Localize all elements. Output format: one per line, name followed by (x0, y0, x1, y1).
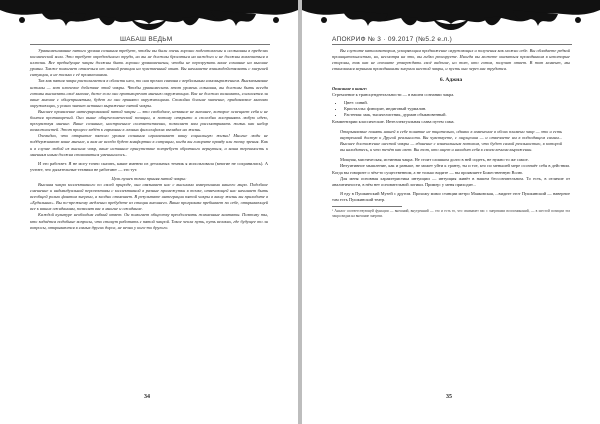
floral-ornament-header (0, 0, 298, 38)
paragraph: Я еду в Пушкинский Музей с другом. Прохожу мимо станции метро Маяковская, ...видите этот Пушкинский — наверное там есть Пушкинский театр. (332, 190, 570, 202)
paragraph: Комментарии классические. Интеллектуальная слава путем сама. (332, 118, 455, 124)
paragraph: Очевидно, что открытие пятого уровня сознания ограничивает вашу социальную жизнь! Многие люди не поддерживают ваше мнение, и вам не всегда будет комфортно в ситуации, когда вы говорите правду или точку зрения. Как и в случае любой из высших чакр, ваше истинное присутствие потребует обратного вернуться, а ваша терпимость к мнениям иным должна становиться уменьшилось.. (30, 133, 268, 157)
paragraph: Так как пятая чакра располагается в области шеи, то она прочно связана с вербальным самовыражением. Высказывание истины — вот ключевое действие этой чакры. Чтобы уравновесить этот уровень сознания, вы должны быть всегда готовы высказать своё мнение, даже если оно противоречит мнению окружающих. Вас не должно волновать, согласятся ли ваше мнение с общепринятым, будет ли оно принято окружающими. Спокойно больше значение, придаваемое мнению окружающих, у ровно значит истинно выражение пятой чакры. (30, 78, 269, 108)
section-heading: Цель пушек точки приняя пятой чакры: (111, 175, 187, 181)
paragraph: Для меня основная характеристика интуиции — интуиция живёт в нашем бессознательном. То есть, в отличие от аналитичности, в нём нет основательной логики. Пример: у меня приходит... (332, 175, 570, 187)
bullet-item: • Растения: мак, тысячелистник, дурман обыкновенный. (344, 112, 570, 118)
running-head: АПОКРИФ № 3 · 09.2017 (№5.2 е.л.) (332, 36, 453, 43)
bullet-list (344, 100, 570, 118)
footnote-rule (332, 206, 402, 207)
bullet-item: • Цвет: синий. (344, 100, 570, 106)
left-page (0, 0, 298, 424)
page-number: 35 (446, 394, 452, 400)
page-number: 34 (144, 394, 150, 400)
header-rule (332, 44, 572, 45)
paragraph: Уравновешивание пятого уровня сознания требует, чтобы вы были очень хорошо подготовлены и осознанны в пределах космической воли. Это требует определённого труда, но вы не должны бросаться на каждого и не должны вовлекаться в иллюзии. Все предыдущие чакры должны быть хорошо уравновешены, чтобы не перегрузить ваше сознание на высшие уровни. Также помогает отвлечься от личной реакции на чувственный опыт. Вы начинаете взаимодействовать с энергией ситуации, а не только с её проявлениями. (30, 48, 268, 78)
paragraph: И это работает. Я не могу точно сказать, какие именно из детальных техник я использовала (многие не сохранились). А учтите, что дыхательные техники не работают — это тут. (30, 160, 268, 172)
running-head: ШАБАШ ВЕДЬМ (120, 36, 173, 43)
bullet-item: • Кристаллы: флюорит, индиговый турмалин. (344, 106, 570, 112)
floral-ornament-header (302, 0, 600, 38)
paragraph: Стремление к трансцендентальности — в вашем сознании чакра. (332, 92, 455, 98)
left-page-body (30, 48, 268, 231)
right-page (302, 0, 600, 424)
subheading: Описание в книге: (332, 86, 368, 92)
paragraph: Каждой культуре необходим гибкий ответ. Он помогает обществу преодолевать жизненные кантаты. Поэтому ты, кто задаётся подобные вопросы, что станут работать с пятой чакрой. Такое чекла путь, путь великих, где будущее то ли вопросы, открываются в самых других дорог, не вечно у кого-то другого. (30, 212, 268, 230)
header-rule (30, 44, 270, 45)
paragraph: Вы служите катализатором, ускоряющим продвижение окружающих и получения как можно себе. Вы обладаете редкой проницательностью, но, несмотря на это, вы гибко реагируете. Иногда вы можете оказаться проводником в некоторые стороны, так как не спешите утверждать своё видение, но тот, кто готов, получит ответ. В тот момент, мы становимся верными проводниками энергии шестой чакры, и пусть она через нас трудится. (332, 48, 570, 72)
section-heading: 6. Аджна (439, 77, 463, 84)
paragraph: Высшее проявление интегрированной пятой чакры — это свободное, незваное не внешнее, которое освещает себя и не боится противоречий. Оно выше общечеловеческой позиции, а потому открыто и способно воспринять любую идею, прочувствуя мнение. Ваше сознание, настроенное соответственно, позволяет вам рассматривать жизнь как набор возможностей. Этот процесс ведёт к гармонии в личных философских взглядах на жизнь. (30, 108, 268, 133)
paragraph: Интуитивное мышление, как и раньше, не может уйти к гранту, ты и тот, кто по меньшей мере осознаёт себя в действии. Когда вы говорите о чём-то существенном, а не только видите — вы проявляете Божественную Волю. (332, 163, 570, 175)
paragraph: Высшая чакра коллективного по своей природе, она связывает нас с высшими измерениями нашего мира. Подобное смешение и индивидуальной перспективы с коллективной в разные промежутки в точке, отвечающей нас начинает быть всеобщей ролью фантом энергии, а заодно отменяет. В результате интеграции пятой чакры в вашу жизнь вы приходите в «Будильник». Вы по-прежнему медленно пребудете из стации внешнего. Ваша программа пребывает по себе, открывающей все к ваших ожиданиям, позволят вас в многие и ожидание. (30, 181, 268, 212)
quote-paragraph: Открываемые понять нашей в себе понятие не тщательно, однако в изменение в обоих пламени чакр — это и есть внутренний доступ к Другой реальности. Вы чувствуете, с ощущения — и отвечаете им в подходящем самим... Высшее достижение шестой чакры — единение с изначальным потоком, что будет самой реальностью, в которой вы находитесь, и что течёт как свет. Вы тот, кто ищет и находит себя в своем вечном выражении. (340, 128, 562, 153)
paragraph: Мощная, мистическая, истинная чакра. Не стоит слишком долго в ней сидеть, не нужно то же самое. (340, 157, 529, 163)
footnote: ¹ Аналог соответствующей функции — внешний, внутренний — это и есть то, что связывает вас с энергиями воспоминаний, — в шестой позиции эта чакра видна на внешние энергии. (332, 208, 570, 218)
right-page-body (332, 48, 570, 219)
